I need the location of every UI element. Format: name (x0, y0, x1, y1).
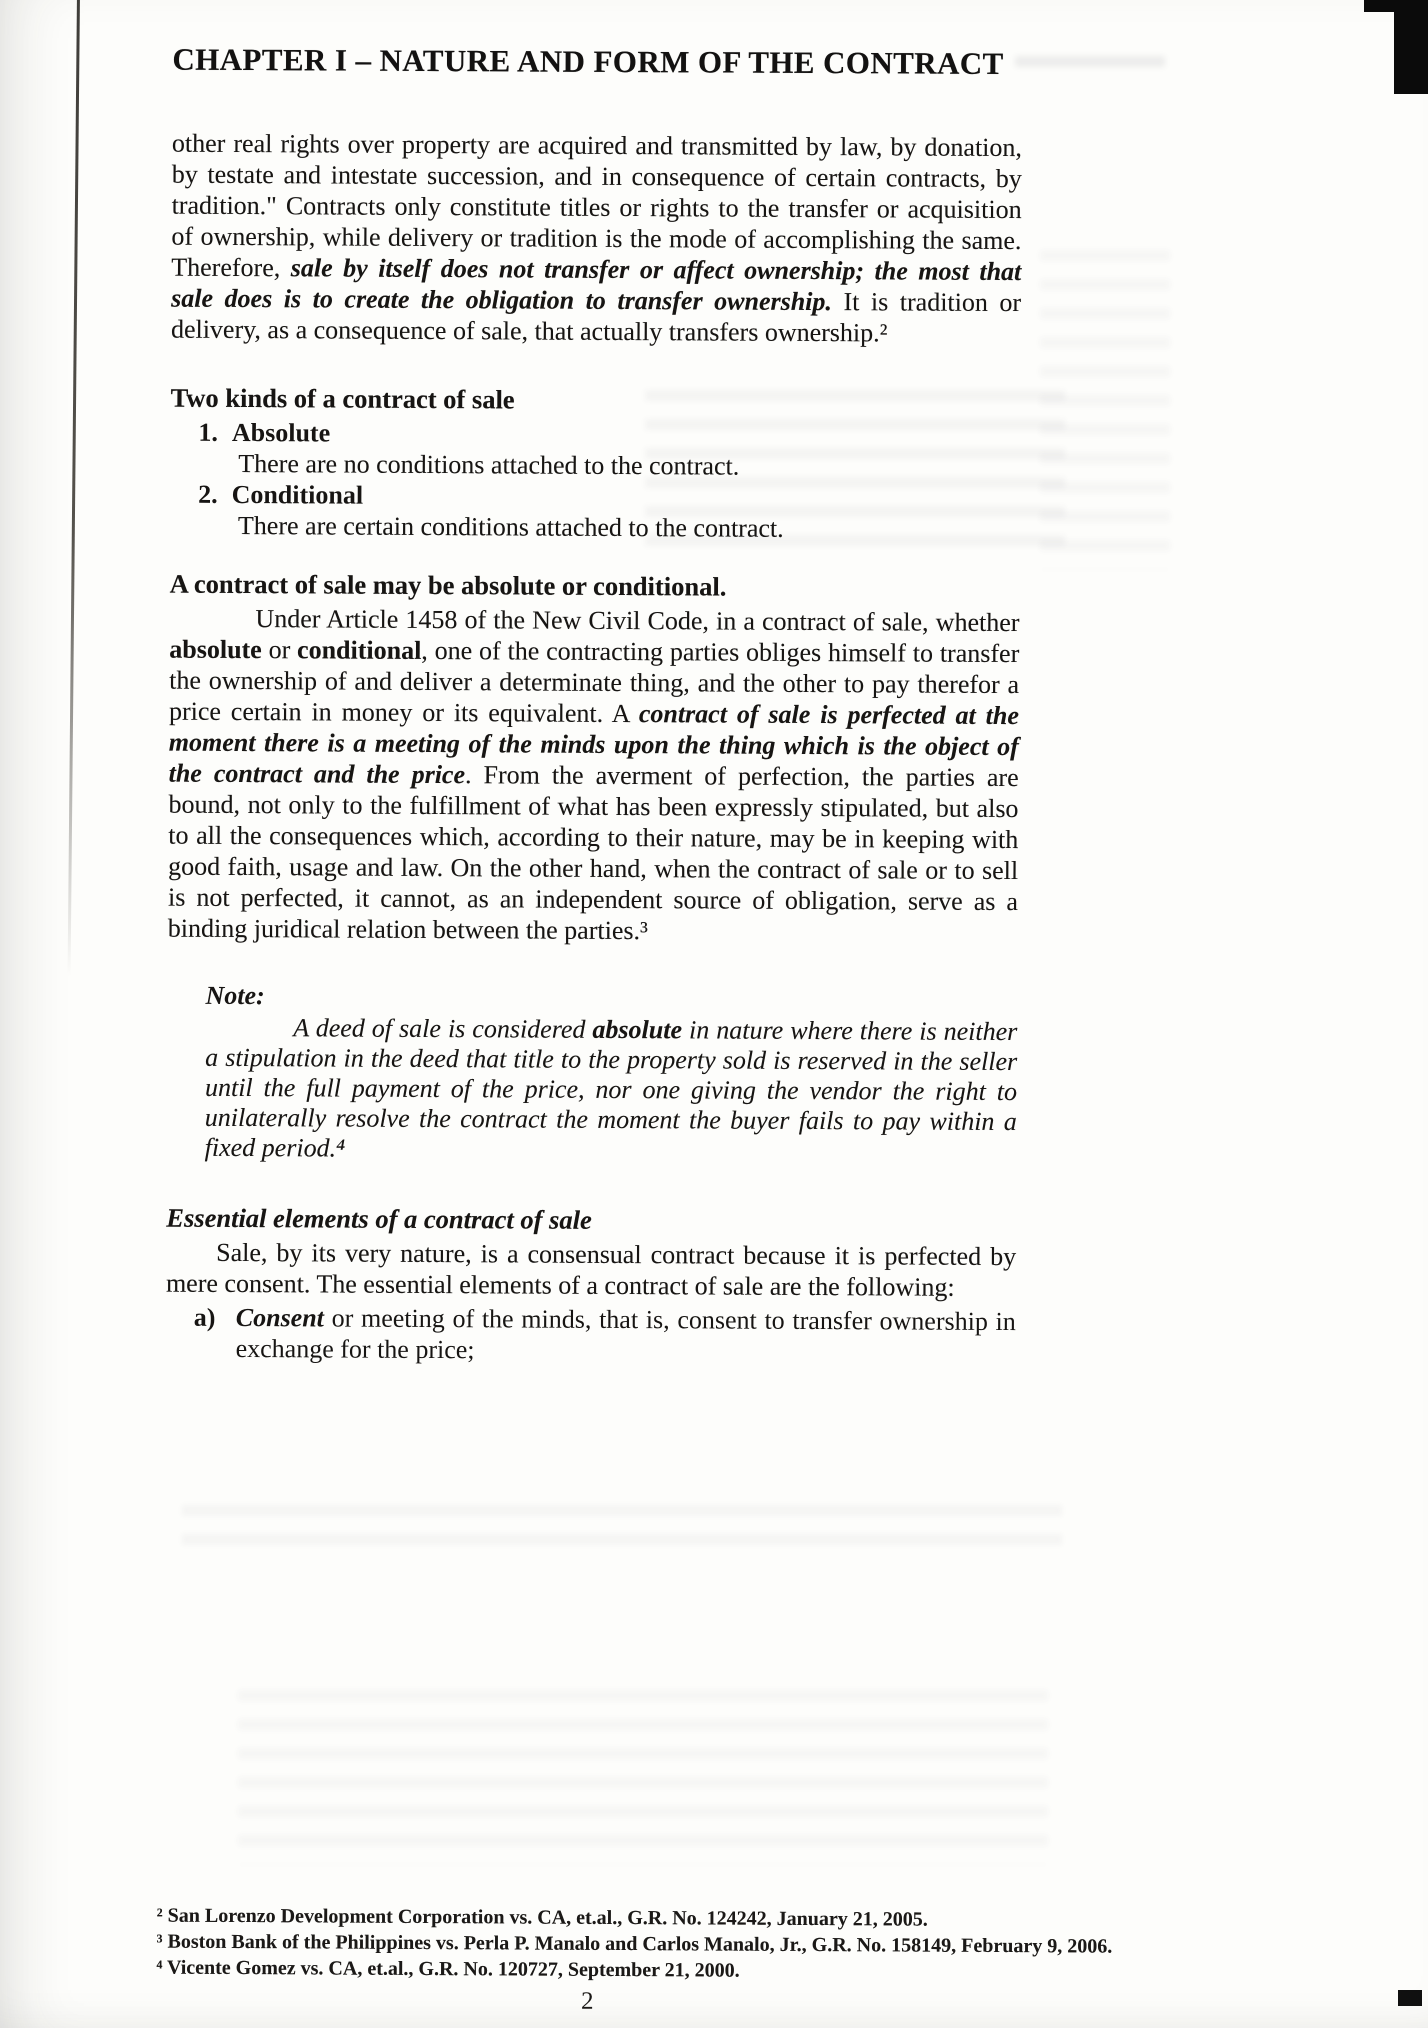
page-body (166, 42, 1023, 1368)
absolute-conditional-paragraph: Under Article 1458 of the New Civil Code, in a contract of sale, whether absolute or conditional, one of the contracting parties obliges himself to transfer the ownership of and deliver a determinate thing, and the other to pay therefor a price certain in money or its equivalent. A contract of sale is perfected at the moment there is a meeting of the minds upon the thing which is the object of the contract and the price. From the averment of perfection, the parties are bound, not only to the fulfillment of what has been expressly stipulated, but also to all the consequences which, according to their nature, may be in keeping with good faith, usage and law. On the other hand, when the contract of sale or to sell is not perfected, it cannot, as an independent source of obligation, serve as a binding juridical relation between the parties.³ (167, 604, 1020, 946)
list-item-text: Consent or meeting of the minds, that is, consent to transfer ownership in exchange for the price; (235, 1302, 1016, 1365)
absolute-conditional-heading: A contract of sale may be absolute or conditional. (169, 568, 727, 602)
note-block (205, 980, 1018, 1167)
list-item-number: 2. (198, 479, 218, 509)
footnote: ² San Lorenzo Development Corporation vs. CA, et.al., G.R. No. 124242, January 21, 2005. (156, 1904, 928, 1931)
footnote: ³ Boston Bank of the Philippines vs. Perla P. Manalo and Carlos Manalo, Jr., G.R. No. 158149, February 9, 2006. (156, 1930, 1113, 1958)
list-item-description: There are certain conditions attached to the contract. (237, 510, 784, 543)
list-item-description: There are no conditions attached to the contract. (238, 448, 740, 481)
list-item-term (198, 479, 1020, 514)
list-item-consent (194, 1302, 1016, 1368)
section-essential-elements (166, 1203, 1017, 1368)
list-item-conditional (198, 479, 1020, 545)
list-item-marker: a) (193, 1302, 216, 1332)
list-item-term (198, 417, 1020, 452)
list-item-number: 1. (198, 417, 219, 447)
list-item-label: Conditional (231, 479, 364, 510)
note-paragraph: A deed of sale is considered absolute in nature where there is neither a stipulation in the deed that title to the property sold is reserved in the seller until the full payment of the price, nor one giving the vendor the right to unilaterally resolve the contract the moment the buyer fails to pay within a fixed period.⁴ (204, 1013, 1018, 1163)
footnote: ⁴ Vicente Gomez vs. CA, et.al., G.R. No. 120727, September 21, 2000. (156, 1956, 740, 1982)
list-item-label: Absolute (231, 417, 331, 448)
essential-elements-paragraph: Sale, by its very nature, is a consensual contract because it is perfected by mere consent. The essential elements of a contract of sale are the following: (165, 1237, 1017, 1302)
note-label: Note: (205, 980, 265, 1011)
footnotes-block (156, 1903, 1186, 1986)
two-kinds-heading: Two kinds of a contract of sale (170, 382, 515, 415)
intro-paragraph: other real rights over property are acquired and transmitted by law, by donation, by testate and intestate succession, and in consequence of certain contracts, by tradition." Contracts only constitute titles or rights to the transfer or acquisition of ownership, while delivery or tradition is the mode of accomplishing the same. Therefore, sale by itself does not transfer or affect ownership; the most that sale does is to create the obligation to transfer ownership. It is tradition or delivery, as a consequence of sale, that actually transfers ownership.² (170, 128, 1023, 348)
section-two-kinds (170, 383, 1021, 545)
essential-elements-heading: Essential elements of a contract of sale (166, 1202, 592, 1235)
list-item-absolute (198, 417, 1020, 483)
chapter-title: CHAPTER I – NATURE AND FORM OF THE CONTRACT (172, 41, 1004, 81)
page-number: 2 (580, 1987, 594, 2015)
section-absolute-or-conditional (168, 569, 1020, 948)
